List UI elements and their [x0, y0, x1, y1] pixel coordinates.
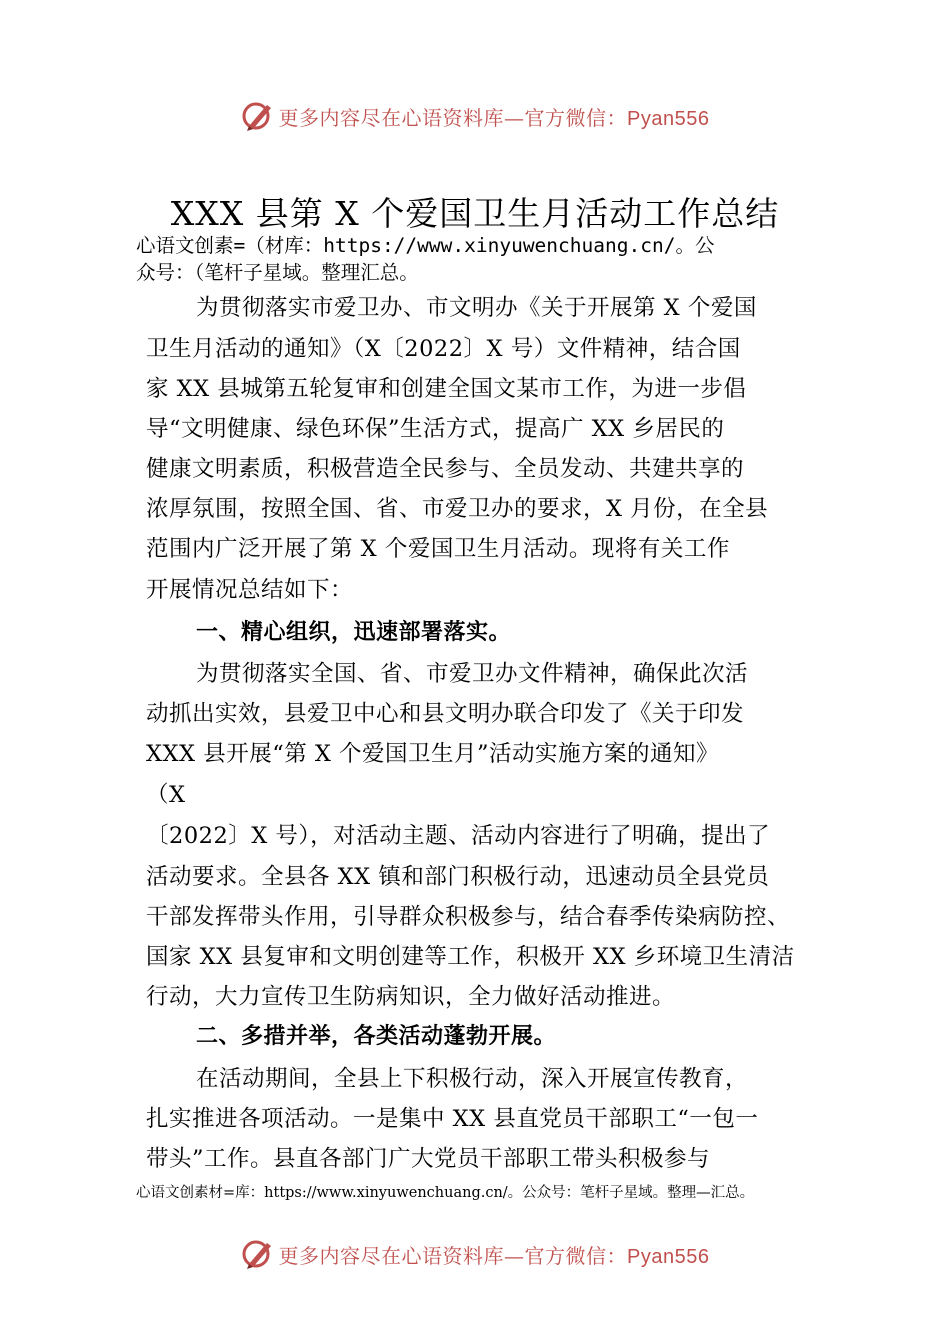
header-banner — [0, 96, 950, 136]
paragraph-line: XXX 县开展“第 X 个爱国卫生月”活动实施方案的通知》 — [146, 741, 720, 767]
paragraph-line: 范围内广泛开展了第 X 个爱国卫生月活动。现将有关工作 — [146, 536, 730, 562]
source-line: 众号：（笔杆子星域。整理汇总。 — [136, 261, 419, 284]
source-line: 心语文创素=（材库：https://www.xinyuwenchuang.cn/。公 — [136, 234, 715, 257]
paragraph-line: 浓厚氛围，按照全国、省、市爱卫办的要求，X 月份，在全县 — [146, 496, 769, 522]
paragraph-line: 带头”工作。县直各部门广大党员干部职工带头积极参与 — [146, 1146, 711, 1172]
paragraph-line: 导“文明健康、绿色环保”生活方式，提高广 XX 乡居民的 — [146, 416, 725, 442]
paragraph-line: 动抓出实效，县爱卫中心和县文明办联合印发了《关于印发 — [146, 701, 745, 727]
paragraph-line: 干部发挥带头作用，引导群众积极参与，结合春季传染病防控、 — [146, 904, 791, 930]
paragraph-line: （X — [146, 782, 186, 808]
banner-text: 更多内容尽在心语资料库—官方微信：Pyan556 — [278, 105, 710, 130]
paragraph-line: 活动要求。全县各 XX 镇和部门积极行动，迅速动员全县党员 — [146, 864, 770, 890]
banner-text: 更多内容尽在心语资料库—官方微信：Pyan556 — [278, 1243, 710, 1268]
paragraph-line: 健康文明素质，积极营造全民参与、全员发动、共建共享的 — [146, 456, 745, 482]
paragraph-line: 国家 XX 县复审和文明创建等工作，积极开 XX 乡环境卫生清洁 — [146, 944, 795, 970]
paragraph-line: 〔2022〕X 号），对活动主题、活动内容进行了明确，提出了 — [146, 823, 771, 849]
paragraph-line: 家 XX 县城第五轮复审和创建全国文某市工作，为进一步倡 — [146, 376, 747, 402]
pen-logo-icon — [241, 1237, 275, 1271]
paragraph-line: 开展情况总结如下： — [146, 577, 354, 603]
paragraph-line: 在活动期间，全县上下积极行动，深入开展宣传教育， — [196, 1066, 749, 1092]
section-heading: 一、精心组织，迅速部署落实。 — [196, 620, 512, 645]
section-heading: 二、多措并举，各类活动蓬勃开展。 — [196, 1024, 557, 1049]
footer-source-line: 心语文创素材=库：https://www.xinyuwenchuang.cn/。公众号：笔杆子星域。整理—汇总。 — [136, 1185, 755, 1201]
paragraph-line: 行动，大力宣传卫生防病知识，全力做好活动推进。 — [146, 984, 676, 1010]
footer-banner — [0, 1234, 950, 1274]
paragraph-line: 为贯彻落实全国、省、市爱卫办文件精神，确保此次活 — [196, 661, 749, 687]
pen-logo-icon — [241, 99, 275, 133]
paragraph-line: 卫生月活动的通知》（X〔2022〕X 号）文件精神，结合国 — [146, 336, 741, 362]
document-title: XXX 县第 X 个爱国卫生月活动工作总结 — [170, 194, 780, 233]
paragraph-line: 为贯彻落实市爱卫办、市文明办《关于开展第 X 个爱国 — [196, 295, 757, 321]
paragraph-line: 扎实推进各项活动。一是集中 XX 县直党员干部职工“一包一 — [146, 1106, 759, 1132]
